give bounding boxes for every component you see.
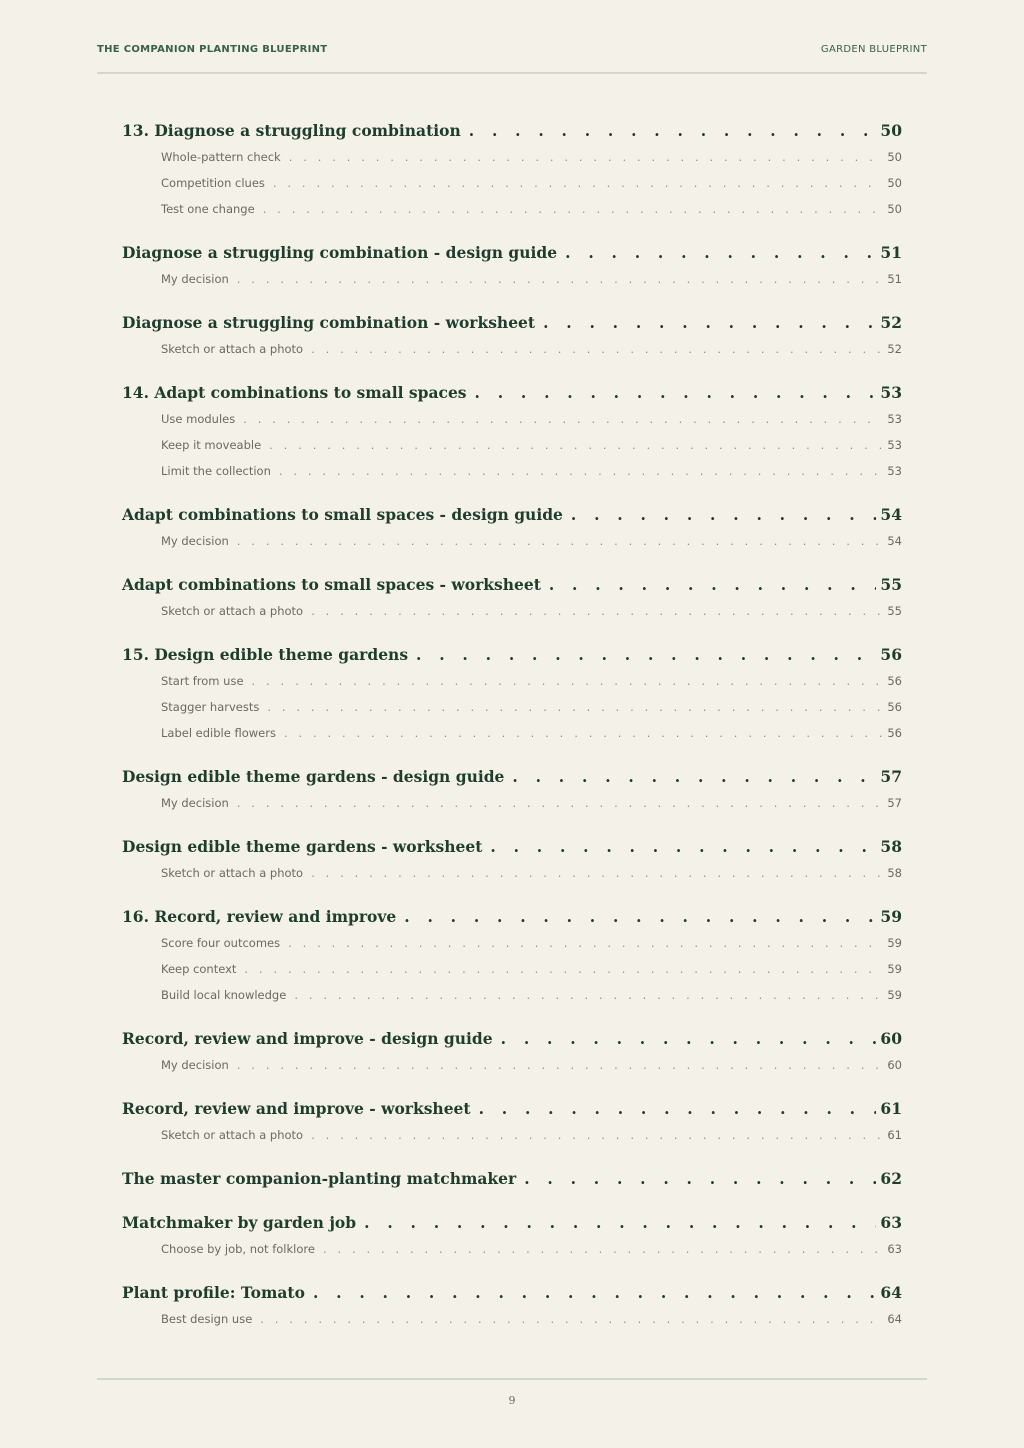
toc-subentry[interactable] xyxy=(122,196,902,222)
toc-subentry-title: Sketch or attach a photo xyxy=(161,866,304,880)
toc-subentry-page: 61 xyxy=(887,1128,902,1142)
dot-leader xyxy=(294,982,883,1008)
toc-entry-title: 13. Diagnose a struggling combination xyxy=(122,121,461,140)
toc-entry-page: 62 xyxy=(880,1169,902,1188)
toc-subentry[interactable] xyxy=(122,1122,902,1148)
toc-subentry[interactable] xyxy=(122,336,902,362)
toc-entry-title: Record, review and improve - design guide xyxy=(122,1029,493,1048)
toc-subentry-page: 59 xyxy=(887,988,902,1002)
toc-entry-title: Plant profile: Tomato xyxy=(122,1283,305,1302)
toc-subentry[interactable] xyxy=(122,956,902,982)
toc-subentry-page: 53 xyxy=(887,412,902,426)
dot-leader xyxy=(269,432,883,458)
dot-leader xyxy=(571,502,877,528)
toc-subentry-title: Start from use xyxy=(161,674,244,688)
dot-leader xyxy=(237,1052,884,1078)
toc-subentry[interactable] xyxy=(122,432,902,458)
toc-subentry-title: Sketch or attach a photo xyxy=(161,1128,304,1142)
page-number: 9 xyxy=(508,1394,516,1407)
toc-entry-page: 54 xyxy=(880,505,902,524)
toc-subentry-page: 53 xyxy=(887,464,902,478)
toc-entry-title: Design edible theme gardens - worksheet xyxy=(122,837,483,856)
dot-leader xyxy=(479,1096,877,1122)
dot-leader xyxy=(543,310,876,336)
toc-entry-page: 52 xyxy=(880,313,902,332)
toc-subentry-page: 56 xyxy=(887,700,902,714)
toc-subentry-page: 53 xyxy=(887,438,902,452)
dot-leader xyxy=(313,1280,876,1306)
toc-entry[interactable] xyxy=(122,1210,902,1236)
toc-subentry-title: Whole-pattern check xyxy=(161,150,281,164)
toc-group xyxy=(122,904,902,1008)
toc-entry-page: 51 xyxy=(880,243,902,262)
dot-leader xyxy=(289,144,884,170)
toc-entry[interactable] xyxy=(122,642,902,668)
dot-leader xyxy=(263,196,884,222)
toc-group xyxy=(122,1210,902,1262)
toc-group xyxy=(122,764,902,816)
toc-entry[interactable] xyxy=(122,1166,902,1192)
toc-entry-page: 55 xyxy=(880,575,902,594)
toc-entry-title: Record, review and improve - worksheet xyxy=(122,1099,471,1118)
toc-subentry-page: 55 xyxy=(887,604,902,618)
toc-subentry[interactable] xyxy=(122,170,902,196)
toc-subentry-page: 52 xyxy=(887,342,902,356)
toc-subentry[interactable] xyxy=(122,668,902,694)
toc-entry[interactable] xyxy=(122,904,902,930)
toc-entry-page: 58 xyxy=(880,837,902,856)
toc-subentry-title: Choose by job, not folklore xyxy=(161,1242,315,1256)
series-title: GARDEN BLUEPRINT xyxy=(820,44,927,55)
toc-subentry-title: Build local knowledge xyxy=(161,988,287,1002)
toc-subentry-title: Competition clues xyxy=(161,176,265,190)
toc-subentry-page: 56 xyxy=(887,674,902,688)
toc-subentry-title: My decision xyxy=(161,534,229,548)
toc-subentry-title: Score four outcomes xyxy=(161,936,281,950)
toc-subentry-page: 57 xyxy=(887,796,902,810)
toc-entry-title: 15. Design edible theme gardens xyxy=(122,645,409,664)
dot-leader xyxy=(243,406,883,432)
page-footer xyxy=(97,1378,927,1407)
dot-leader xyxy=(288,930,883,956)
toc-entry-title: 16. Record, review and improve xyxy=(122,907,397,926)
dot-leader xyxy=(524,1166,876,1192)
dot-leader xyxy=(311,598,883,624)
toc-entry-title: Design edible theme gardens - design guide xyxy=(122,767,505,786)
dot-leader xyxy=(323,1236,883,1262)
toc-subentry[interactable] xyxy=(122,528,902,554)
toc-entry-page: 63 xyxy=(880,1213,902,1232)
toc-subentry-title: Use modules xyxy=(161,412,236,426)
toc-group xyxy=(122,310,902,362)
dot-leader xyxy=(244,956,883,982)
toc-entry[interactable] xyxy=(122,380,902,406)
dot-leader xyxy=(469,118,877,144)
toc-subentry-title: Keep it moveable xyxy=(161,438,262,452)
dot-leader xyxy=(565,240,876,266)
toc-subentry[interactable] xyxy=(122,694,902,720)
toc-subentry-page: 50 xyxy=(887,202,902,216)
toc-entry-title: Matchmaker by garden job xyxy=(122,1213,357,1232)
toc-subentry[interactable] xyxy=(122,1236,902,1262)
toc-group xyxy=(122,1096,902,1148)
toc-subentry-page: 64 xyxy=(887,1312,902,1326)
toc-entry-page: 61 xyxy=(880,1099,902,1118)
toc-subentry[interactable] xyxy=(122,982,902,1008)
toc-entry-page: 53 xyxy=(880,383,902,402)
toc-subentry[interactable] xyxy=(122,458,902,484)
toc-subentry-title: Test one change xyxy=(161,202,255,216)
toc-entry-page: 59 xyxy=(880,907,902,926)
dot-leader xyxy=(549,572,877,598)
toc-entry[interactable] xyxy=(122,240,902,266)
toc-group xyxy=(122,1280,902,1332)
dot-leader xyxy=(416,642,876,668)
toc-subentry-title: Sketch or attach a photo xyxy=(161,604,304,618)
toc-subentry[interactable] xyxy=(122,860,902,886)
toc-subentry-page: 58 xyxy=(887,866,902,880)
toc-subentry[interactable] xyxy=(122,406,902,432)
toc-entry[interactable] xyxy=(122,1280,902,1306)
dot-leader xyxy=(501,1026,877,1052)
toc-subentry-page: 63 xyxy=(887,1242,902,1256)
toc-entry[interactable] xyxy=(122,310,902,336)
toc-subentry-title: Best design use xyxy=(161,1312,253,1326)
dot-leader xyxy=(279,458,883,484)
toc-entry-title: Diagnose a struggling combination - worksheet xyxy=(122,313,536,332)
toc-subentry-page: 59 xyxy=(887,962,902,976)
toc-entry-title: Adapt combinations to small spaces - design guide xyxy=(122,505,563,524)
toc-group xyxy=(122,380,902,484)
toc-subentry-page: 51 xyxy=(887,272,902,286)
toc-entry-page: 56 xyxy=(880,645,902,664)
toc-subentry-title: Limit the collection xyxy=(161,464,271,478)
toc-subentry-title: Sketch or attach a photo xyxy=(161,342,304,356)
dot-leader xyxy=(311,336,883,362)
dot-leader xyxy=(273,170,883,196)
toc-subentry-page: 54 xyxy=(887,534,902,548)
toc-subentry-title: Label edible flowers xyxy=(161,726,276,740)
toc-entry-page: 64 xyxy=(880,1283,902,1302)
toc-entry[interactable] xyxy=(122,572,902,598)
dot-leader xyxy=(404,904,876,930)
toc-entry[interactable] xyxy=(122,118,902,144)
toc-subentry-page: 59 xyxy=(887,936,902,950)
running-header xyxy=(97,40,927,74)
toc-group xyxy=(122,240,902,292)
toc-entry[interactable] xyxy=(122,502,902,528)
book-title: THE COMPANION PLANTING BLUEPRINT xyxy=(97,44,328,55)
dot-leader xyxy=(237,266,884,292)
toc-subentry[interactable] xyxy=(122,720,902,746)
dot-leader xyxy=(252,668,884,694)
toc-subentry-page: 50 xyxy=(887,150,902,164)
toc-entry-title: Diagnose a struggling combination - design guide xyxy=(122,243,558,262)
toc-subentry-page: 50 xyxy=(887,176,902,190)
toc-subentry[interactable] xyxy=(122,790,902,816)
toc-entry[interactable] xyxy=(122,764,902,790)
dot-leader xyxy=(475,380,877,406)
toc-entry-title: The master companion-planting matchmaker xyxy=(122,1169,517,1188)
toc-group xyxy=(122,572,902,624)
toc-subentry-page: 56 xyxy=(887,726,902,740)
dot-leader xyxy=(364,1210,876,1236)
dot-leader xyxy=(237,528,884,554)
toc-subentry-title: Stagger harvests xyxy=(161,700,260,714)
toc-subentry[interactable] xyxy=(122,930,902,956)
toc-subentry[interactable] xyxy=(122,266,902,292)
toc-subentry[interactable] xyxy=(122,144,902,170)
table-of-contents xyxy=(122,118,902,1350)
toc-subentry-page: 60 xyxy=(887,1058,902,1072)
toc-subentry[interactable] xyxy=(122,1306,902,1332)
toc-subentry-title: My decision xyxy=(161,796,229,810)
dot-leader xyxy=(311,1122,883,1148)
dot-leader xyxy=(284,720,883,746)
dot-leader xyxy=(237,790,884,816)
toc-entry[interactable] xyxy=(122,834,902,860)
toc-subentry[interactable] xyxy=(122,1052,902,1078)
toc-group xyxy=(122,118,902,222)
toc-subentry[interactable] xyxy=(122,598,902,624)
dot-leader xyxy=(490,834,876,860)
toc-entry-page: 60 xyxy=(880,1029,902,1048)
dot-leader xyxy=(267,694,883,720)
toc-group xyxy=(122,502,902,554)
toc-subentry-title: Keep context xyxy=(161,962,237,976)
dot-leader xyxy=(311,860,883,886)
toc-entry[interactable] xyxy=(122,1026,902,1052)
toc-entry-page: 50 xyxy=(880,121,902,140)
dot-leader xyxy=(260,1306,883,1332)
toc-group xyxy=(122,1166,902,1192)
toc-entry-page: 57 xyxy=(880,767,902,786)
toc-entry[interactable] xyxy=(122,1096,902,1122)
toc-subentry-title: My decision xyxy=(161,272,229,286)
toc-group xyxy=(122,1026,902,1078)
toc-group xyxy=(122,642,902,746)
toc-group xyxy=(122,834,902,886)
toc-subentry-title: My decision xyxy=(161,1058,229,1072)
toc-entry-title: Adapt combinations to small spaces - worksheet xyxy=(122,575,541,594)
dot-leader xyxy=(512,764,876,790)
toc-entry-title: 14. Adapt combinations to small spaces xyxy=(122,383,467,402)
